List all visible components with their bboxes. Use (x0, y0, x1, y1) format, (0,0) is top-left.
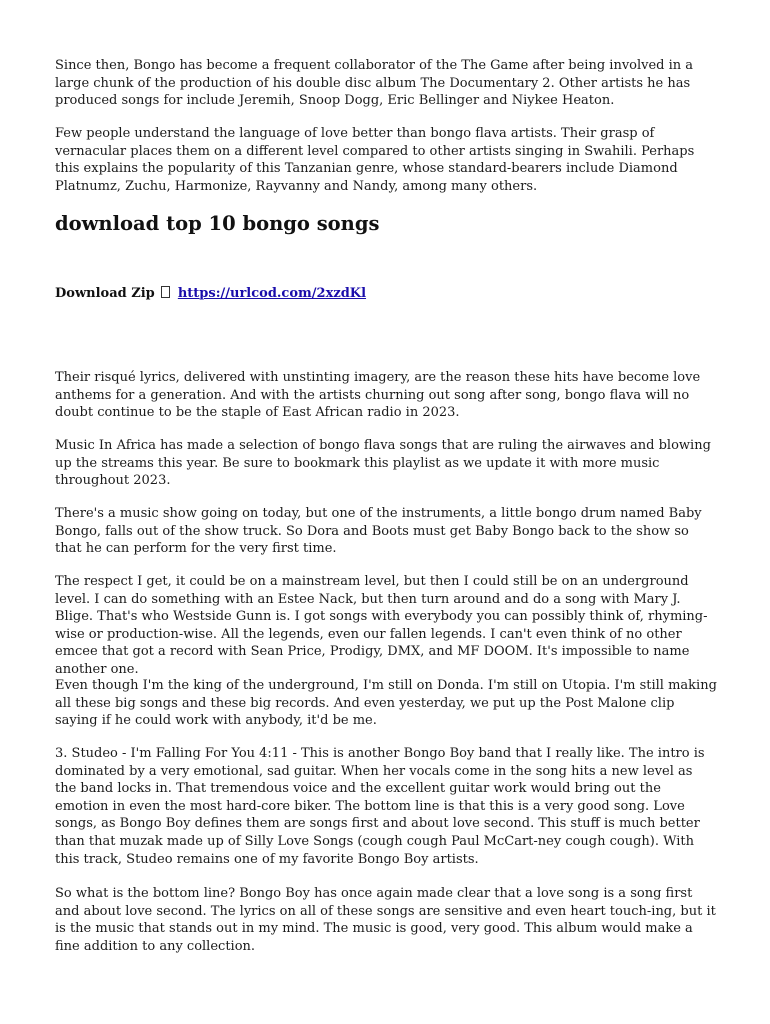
download-line (55, 285, 366, 302)
paragraph-collaborator: Since then, Bongo has become a frequent collaborator of the The Game after being involved in a large chunk of the production of his double disc album The Documentary 2. Other artists he has produced songs for include Jeremih, Snoop Dogg, Eric Bellinger and Niykee Heaton. (55, 58, 694, 109)
paragraph-bottom-line: So what is the bottom line? Bongo Boy has once again made clear that a love song is a song first and about love second. The lyrics on all of these songs are sensitive and even heart touch-ing, but it is the music that stands out in my mind. The music is good, very good. This album would make a fine addition to any collection. (55, 886, 716, 954)
paragraph-respect: The respect I get, it could be on a mainstream level, but then I could still be on an underground level. I can do something with an Estee Nack, but then turn around and do a song with Mary J. Blige. That's who Westside Gunn is. I got songs with everybody you can possibly think of, rhyming-wise or production-wise. All the legends, even our fallen legends. I can't even think of no other emcee that got a record with Sean Price, Prodigy, DMX, and MF DOOM. It's impossible to name another one. (55, 574, 708, 677)
missing-glyph-icon (161, 286, 170, 298)
paragraph-baby-bongo: There's a music show going on today, but one of the instruments, a little bongo drum named Baby Bongo, falls out of the show truck. So Dora and Boots must get Baby Bongo back to the show so that he can perform for the very first time. (55, 506, 702, 557)
paragraph-king-underground: Even though I'm the king of the underground, I'm still on Donda. I'm still on Utopia. I'm still making all these big songs and these big records. And even yesterday, we put up the Post Malone clip saying if he could work with anybody, it'd be me. (55, 678, 717, 729)
paragraph-risque-lyrics: Their risqué lyrics, delivered with unstinting imagery, are the reason these hits have become love anthems for a generation. And with the artists churning out song after song, bongo flava will no doubt continue to be the staple of East African radio in 2023. (55, 370, 701, 421)
paragraph-studeo: 3. Studeo - I'm Falling For You 4:11 - This is another Bongo Boy band that I really like. The intro is dominated by a very emotional, sad guitar. When her vocals come in the song hits a new level as the band locks in. That tremendous voice and the excellent guitar work would bring out the emotion in even the most hard-core biker. The bottom line is that this is a very good song. Love songs, as Bongo Boy defines them are songs first and about love second. This stuff is much better than that muzak made up of Silly Love Songs (cough cough Paul McCart-ney cough cough). With this track, Studeo remains one of my favorite Bongo Boy artists. (55, 746, 705, 867)
page-heading: download top 10 bongo songs (55, 212, 380, 235)
download-link[interactable]: https://urlcod.com/2xzdKl (177, 286, 367, 301)
paragraph-music-in-africa: Music In Africa has made a selection of bongo flava songs that are ruling the airwaves and blowing up the streams this year. Be sure to bookmark this playlist as we update it with more music throughout 2023. (55, 438, 711, 489)
download-label: Download Zip (55, 286, 155, 301)
paragraph-bongo-flava-love: Few people understand the language of love better than bongo flava artists. Their grasp of vernacular places them on a different level compared to other artists singing in Swahili. Perhaps this explains the popularity of this Tanzanian genre, whose standard-bearers include Diamond Platnumz, Zuchu, Harmonize, Rayvanny and Nandy, among many others. (55, 126, 695, 194)
